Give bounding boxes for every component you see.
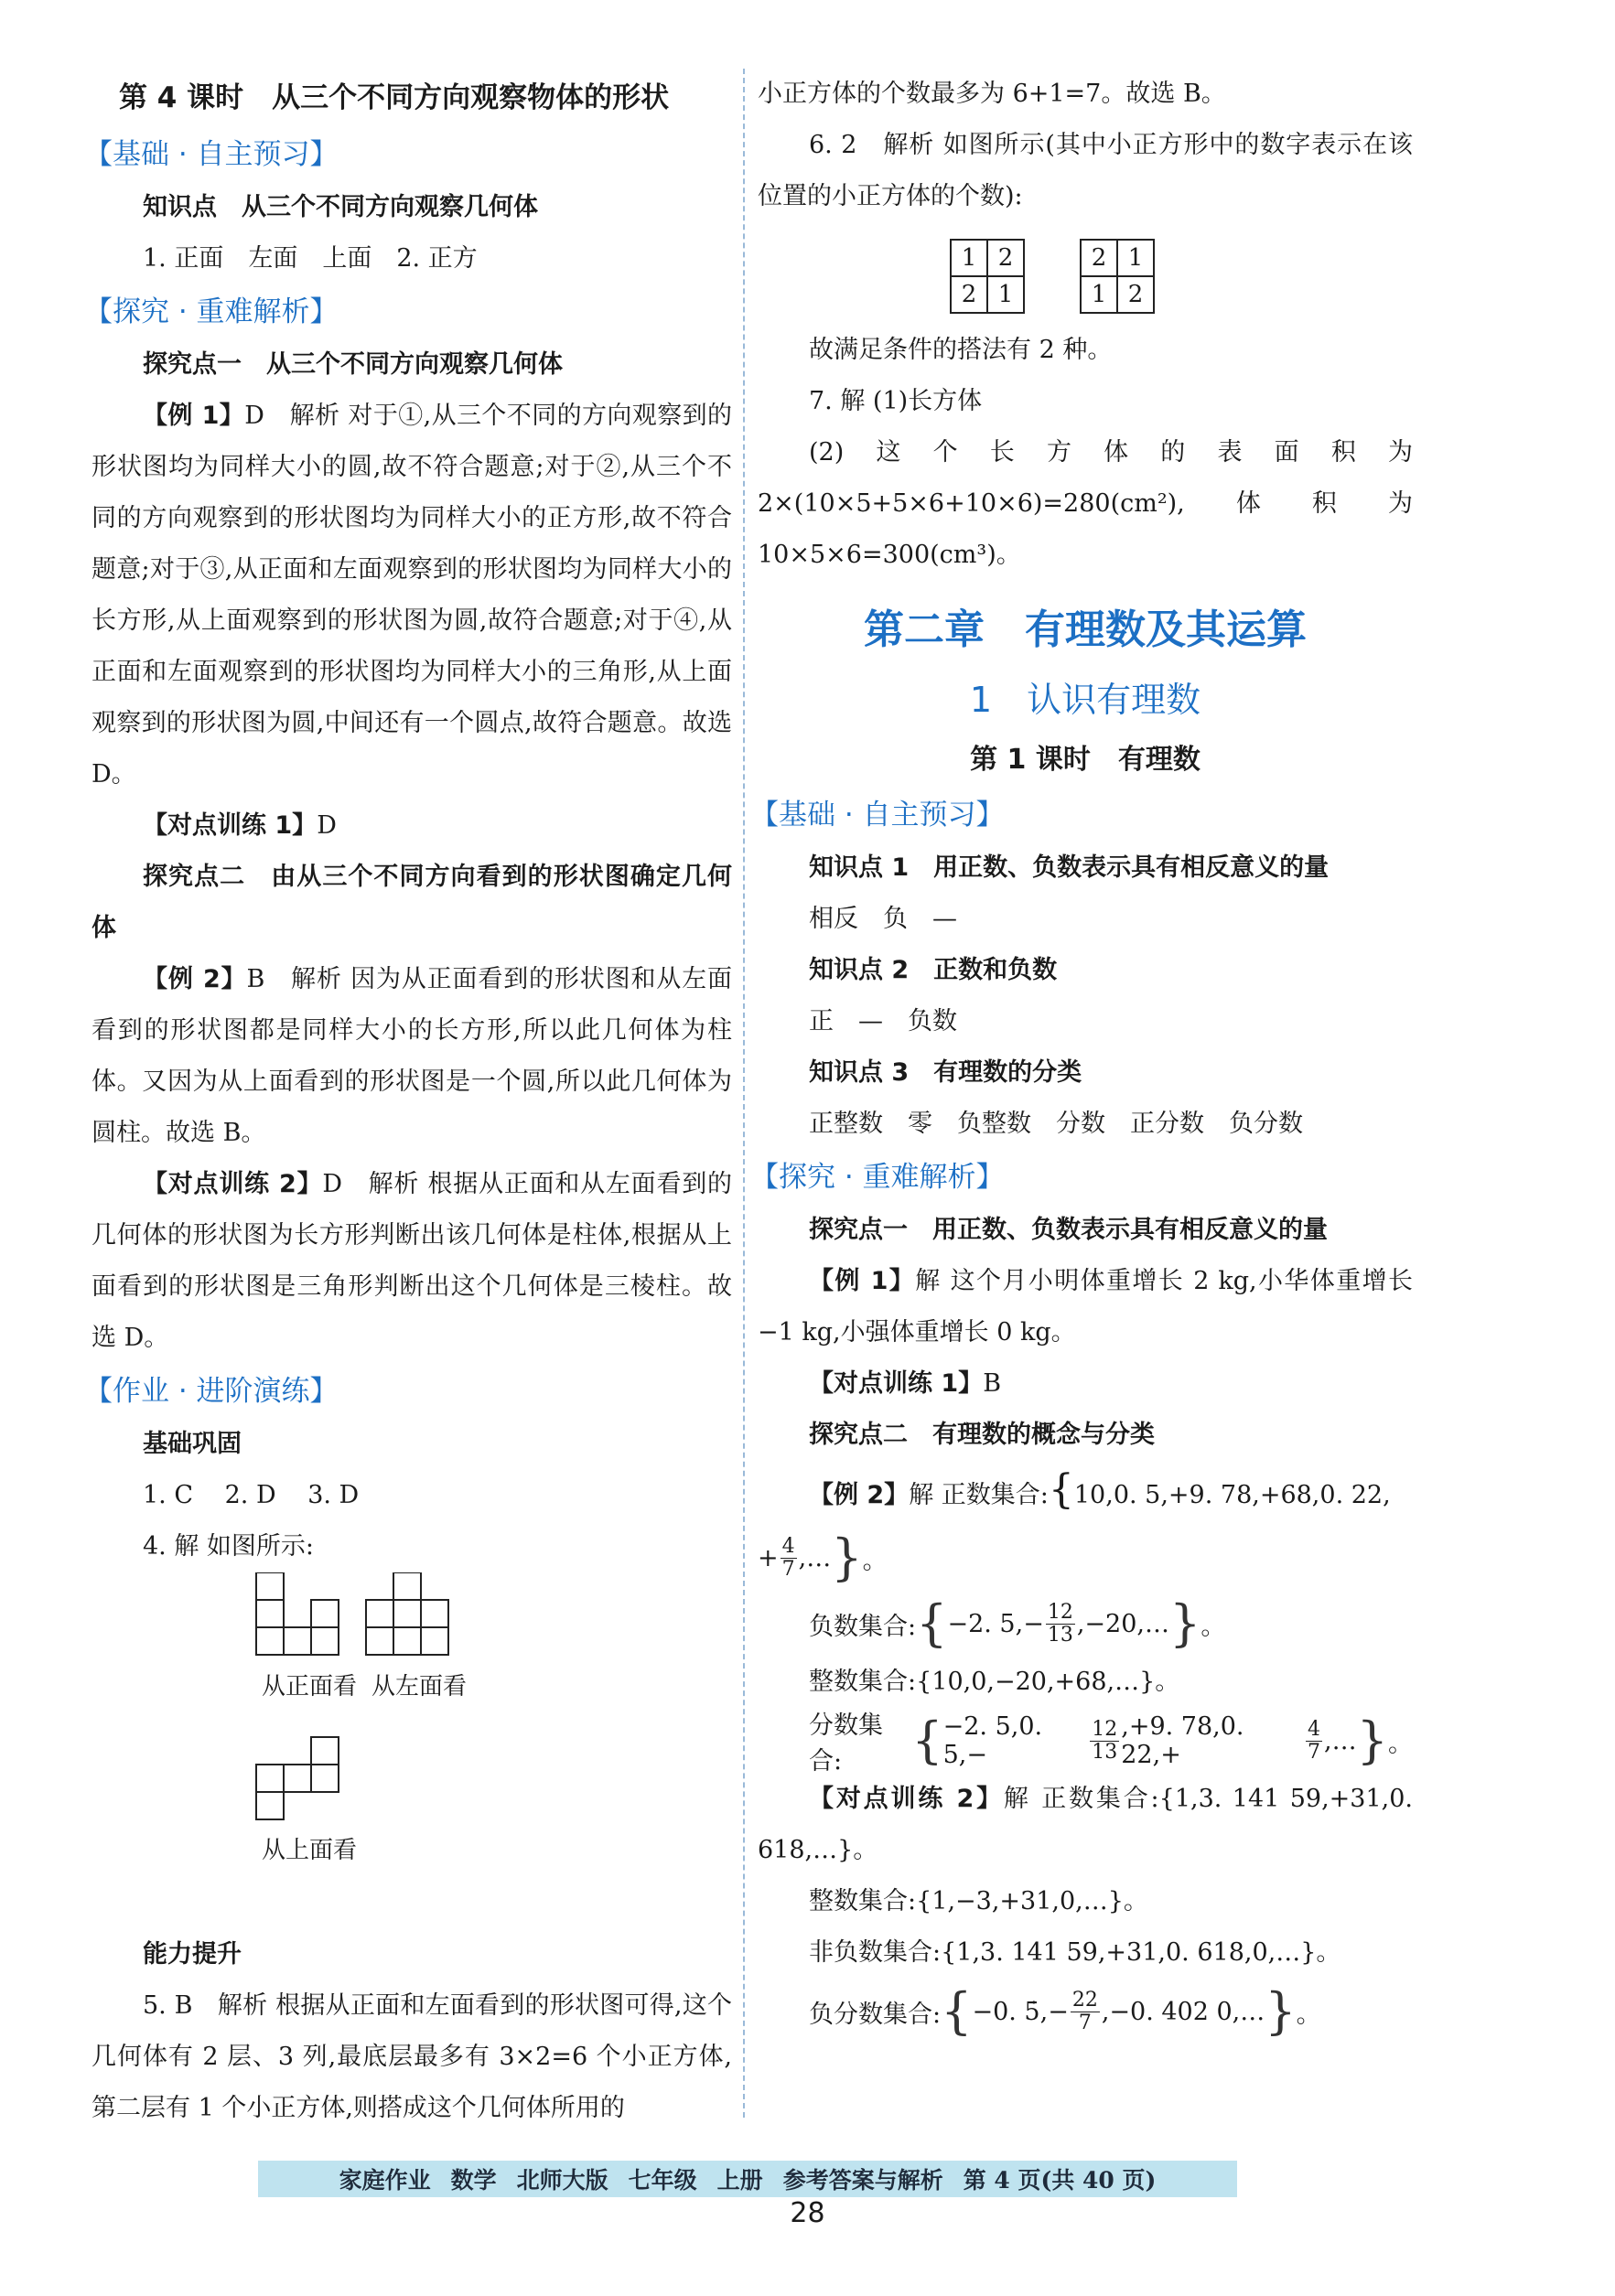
views-drawing [92,1572,732,1929]
footer-item: 数学 [450,2167,497,2194]
training-label: 【对点训练 2】 [809,1785,1004,1813]
example-label: 【例 2】 [143,965,247,993]
training-answer: B [983,1369,1002,1398]
explore-point-1: 探究点一 从三个不同方向观察几何体 [143,350,563,379]
answer-1: 1. C [143,1481,194,1509]
plus-sign: + [758,1543,779,1572]
column-divider [743,69,745,2118]
footer-item: 上册 [716,2167,763,2194]
footer-band [258,2161,1237,2197]
grid-cell: 2 [1081,240,1117,276]
knowledge-point: 知识点 从三个不同方向观察几何体 [143,193,538,221]
positive-set-lead: 解 正数集合: [909,1481,1049,1509]
answer-2: 2. D [224,1481,276,1509]
period: 。 [862,1546,888,1575]
answer-3: 3. D [307,1481,360,1509]
question-4: 4. 解 如图所示: [143,1532,315,1561]
integer-set: 整数集合:{10,0,−20,+68,…}。 [809,1668,1180,1696]
section-preview: 【基础 · 自主预习】 [84,138,339,171]
denominator: 7 [1078,2011,1092,2034]
fraction-set: 分数集合: { −2. 5,0. 5,− $\frac{12}{13}$ ,+9. 78,0. 22,+ $\frac{4}{7}$ ,… } 。 [809,1708,1413,1774]
lesson-title: 第 4 课时 从三个不同方向观察物体的形状 [119,81,670,114]
example-text: D 解析 对于①,从三个不同的方向观察到的形状图均为同样大小的圆,故不符合题意;对于②,从三个不同的方向观察到的形状图均为同样大小的正方形,故不符合题意;对于③,从正面和左面观察到的形状图均为同样大小的长方形,从上面观察到的形状图为圆,故符合题意;对于④,从正面和左面观察到的形状图均为同样大小的三角形,从上面观察到的形状图为圆,中间还有一个圆点,故符合题意。故选 D。 [92,402,732,789]
fraction-12-13 [1046,1602,1075,1647]
example-2 [92,954,732,1159]
grid-cell: 1 [987,276,1024,313]
positive-set-items: 10,0. 5,+9. 78,+68,0. 22, [1073,1481,1391,1509]
right-column [750,69,1413,2044]
knowledge-answer: 1. 正面 左面 上面 2. 正方 [143,244,478,273]
question-7-part-2: (2)这个长方体的表面积为 2×(10×5+5×6+10×6)=280(cm²),体积为 10×5×6=300(cm³)。 [758,438,1413,569]
three-views-figure [92,1572,732,1929]
count-grids [950,239,1413,314]
fraction-set-lead: 分数集合: [809,1711,883,1776]
knowledge-answer-1: 相反 负 — [809,905,957,933]
fraction-4-7 [781,1536,797,1581]
left-view-caption: 从左面看 [371,1673,468,1701]
fraction-4-7 [1306,1719,1322,1764]
grid-cell: 2 [1117,276,1154,313]
training-label: 【对点训练 2】 [143,1170,323,1198]
fraction-12-13 [1090,1719,1119,1764]
ability-heading: 能力提升 [143,1940,242,1969]
grid-b [1080,239,1155,314]
example-2-positive: 【例 2】解 正数集合:{10,0. 5,+9. 78,+68,0. 22, [809,1466,1391,1513]
fraction-set-b: ,+9. 78,0. 22,+ [1121,1712,1244,1769]
numerator: 12 [1047,1600,1073,1624]
negative-set-lead: 负数集合: [809,1612,917,1641]
training-2 [758,1774,1413,1876]
period: 。 [1296,2000,1321,2029]
numerator: 4 [781,1534,795,1558]
denominator: 13 [1092,1740,1118,1764]
example-label: 【例 1】 [143,402,245,430]
positive-set-continued: + $\frac{4}{7}$ ,… } 。 [758,1529,888,1586]
training-1 [758,1358,1413,1410]
example-1 [758,1256,1413,1358]
denominator: 13 [1047,1623,1073,1647]
section-preview: 【基础 · 自主预习】 [750,799,1005,831]
question-5: 5. B 解析 根据从正面和左面看到的形状图可得,这个几何体有 2 层、3 列,最底层最多有 3×2=6 个小正方体,第二层有 1 个小正方体,则搭成这个几何体所用的 [92,1991,732,2122]
negative-fraction-set: 负分数集合: { −0. 5̇,− $\frac{22}{7}$ ,−0. 402 0,… } 。 [809,1982,1321,2040]
page-number: 28 [790,2197,825,2229]
knowledge-point-3: 知识点 3 有理数的分类 [809,1058,1082,1087]
training-2-integer: 整数集合:{1,−3,+31,0,…}。 [809,1887,1148,1915]
grid-cell: 2 [987,240,1024,276]
example-1 [92,391,732,800]
grid-cell: 1 [951,240,987,276]
footer-item: 参考答案与解析 [782,2167,943,2194]
training-text: D 解析 根据从正面和从左面看到的几何体的形状图为长方形判断出该几何体是柱体,根据从上面看到的形状图是三角形判断出这个几何体是三棱柱。故选 D。 [92,1170,733,1352]
fraction-set-c: ,… [1324,1726,1357,1755]
unit-title: 1 认识有理数 [969,680,1201,720]
basic-heading: 基础巩固 [143,1430,242,1458]
negative-set-b: ,−20,… [1076,1609,1169,1638]
question-6: 6. 2 解析 如图所示(其中小正方形中的数字表示在该位置的小正方体的个数): [758,131,1413,210]
left-column [84,69,733,2134]
numerator: 22 [1071,1988,1098,2012]
question-5-continued: 小正方体的个数最多为 6+1=7。故选 B。 [758,80,1226,108]
chapter-title: 第二章 有理数及其运算 [864,606,1307,653]
training-answer: D [317,811,337,840]
question-7-part-1: 7. 解 (1)长方体 [809,387,983,415]
section-explore: 【探究 · 重难解析】 [84,295,339,328]
negative-fraction-a: −0. 5̇,− [972,1997,1069,2026]
fraction-set-a: −2. 5,0. 5,− [942,1712,1043,1769]
question-6-conclusion: 故满足条件的搭法有 2 种。 [809,336,1113,364]
example-text: B 解析 因为从正面看到的形状图和从左面看到的形状图都是同样大小的长方形,所以此几何体为柱体。又因为从上面看到的形状图是一个圆,所以此几何体为圆柱。故选 B。 [92,965,732,1147]
period: 。 [1388,1729,1413,1758]
footer-item: 七年级 [628,2167,697,2194]
negative-fraction-b: ,−0. 402 0,… [1101,1997,1265,2026]
training-2-positive: 解 正数集合:{1,3. 141 59,+31,0. 618,…}。 [758,1785,1413,1864]
numerator: 4 [1308,1717,1321,1741]
training-label: 【对点训练 1】 [143,811,318,840]
top-view-caption: 从上面看 [262,1837,358,1864]
section-explore: 【探究 · 重难解析】 [750,1161,1005,1194]
section-homework: 【作业 · 进阶演练】 [84,1375,339,1408]
numerator: 12 [1092,1717,1118,1741]
fraction-22-7 [1071,1990,1100,2034]
knowledge-answer-3: 正整数 零 负整数 分数 正分数 负分数 [809,1110,1303,1138]
negative-fraction-lead: 负分数集合: [809,2000,942,2029]
denominator: 7 [1308,1740,1321,1764]
set-ellipsis: ,… [798,1543,832,1572]
explore-point-2: 探究点二 由从三个不同方向看到的形状图确定几何体 [92,863,732,942]
grid-cell: 1 [1081,276,1117,313]
training-2-nonnegative: 非负数集合:{1,3. 141 59,+31,0. 618,0,…}。 [809,1938,1341,1967]
footer-item: 第 4 页(共 40 页) [963,2167,1157,2194]
footer-item: 北师大版 [516,2167,608,2194]
knowledge-answer-2: 正 — 负数 [809,1007,957,1035]
training-2 [92,1159,732,1364]
training-1 [92,800,732,852]
grid-cell: 1 [1117,240,1154,276]
example-text: 解 这个月小明体重增长 2 kg,小华体重增长−1 kg,小强体重增长 0 kg。 [758,1267,1413,1346]
example-label: 【例 1】 [809,1267,916,1295]
training-label: 【对点训练 1】 [809,1369,984,1398]
knowledge-point-2: 知识点 2 正数和负数 [809,956,1058,984]
grid-cell: 2 [951,276,987,313]
lesson-title: 第 1 课时 有理数 [970,744,1200,776]
grid-a [950,239,1025,314]
footer-item: 家庭作业 [339,2167,431,2194]
example-label: 【例 2】 [809,1481,910,1509]
explore-point-1: 探究点一 用正数、负数表示具有相反意义的量 [809,1216,1328,1244]
homework-answers [92,1470,732,1521]
negative-set: 负数集合: { −2. 5,− $\frac{12}{13}$ ,−20,… } 。 [809,1594,1226,1652]
negative-set-a: −2. 5,− [947,1609,1044,1638]
explore-point-2: 探究点二 有理数的概念与分类 [809,1421,1155,1449]
knowledge-point-1: 知识点 1 用正数、负数表示具有相反意义的量 [809,853,1330,882]
denominator: 7 [781,1557,795,1581]
front-view-caption: 从正面看 [262,1673,358,1701]
period: 。 [1200,1612,1226,1641]
